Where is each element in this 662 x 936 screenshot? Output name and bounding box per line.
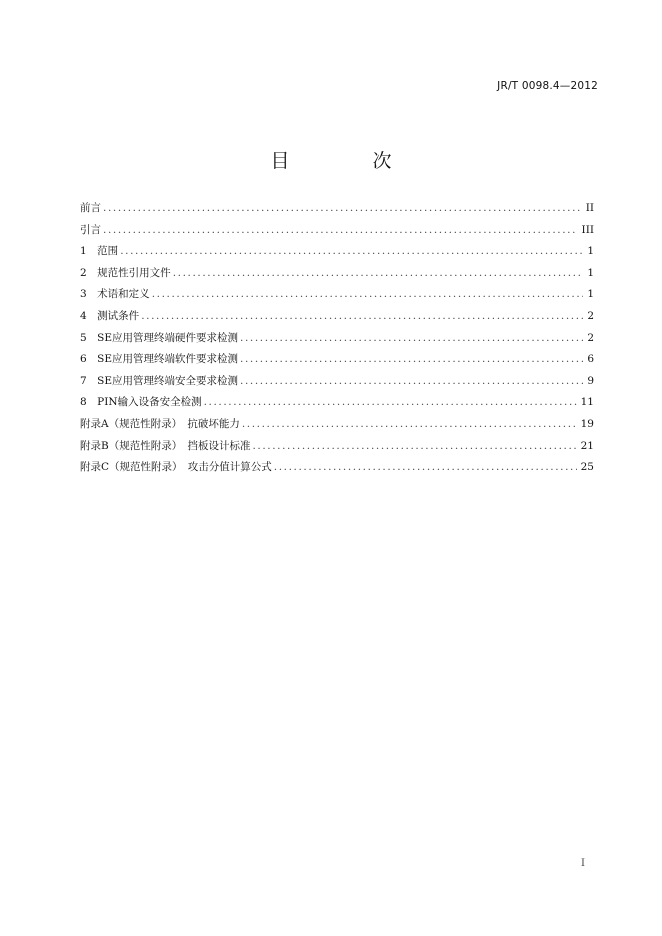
toc-entry-page: 1 [587, 266, 594, 279]
toc-entry-label: 前言 [80, 202, 101, 214]
toc-entry-page: 1 [587, 245, 594, 258]
toc-entry-page: 25 [580, 461, 594, 474]
toc-leader-dots [173, 267, 584, 279]
toc-leader-dots [240, 353, 583, 365]
toc-entry-annex-a[interactable] [80, 416, 594, 438]
toc-entry-normative-references[interactable] [80, 265, 594, 287]
toc-entry-label: 2 规范性引用文件 [80, 266, 171, 279]
toc-leader-dots [141, 310, 583, 322]
toc-entry-label: 附录B（规范性附录） 挡板设计标准 [80, 439, 251, 452]
toc-entry-page: 2 [587, 309, 594, 322]
toc-entry-page: 6 [587, 353, 594, 366]
toc-leader-dots [152, 288, 584, 300]
toc-entry-label: 1 范围 [80, 245, 119, 258]
toc-leader-dots [240, 375, 583, 387]
toc-entry-annex-c[interactable] [80, 459, 594, 481]
toc-entry-page: III [581, 223, 594, 236]
toc-entry-annex-b[interactable] [80, 438, 594, 460]
toc-entry-introduction[interactable] [80, 222, 594, 244]
toc-entry-test-conditions[interactable] [80, 308, 594, 330]
toc-entry-label: 3 术语和定义 [80, 288, 150, 301]
toc-leader-dots [252, 440, 576, 452]
toc-entry-page: 9 [587, 374, 594, 387]
toc-entry-label: 5 SE应用管理终端硬件要求检测 [80, 331, 239, 344]
toc-entry-security-tests[interactable] [80, 373, 594, 395]
toc-entry-label: 7 SE应用管理终端安全要求检测 [80, 374, 239, 387]
toc-entry-label: 附录C（规范性附录） 攻击分值计算公式 [80, 461, 272, 474]
toc-entry-page: II [585, 202, 594, 214]
toc-leader-dots [204, 396, 577, 408]
toc-entry-hardware-tests[interactable] [80, 330, 594, 352]
toc-entry-page: 2 [587, 331, 594, 344]
toc-entry-label: 引言 [80, 223, 101, 236]
page-title: 目 次 [270, 150, 424, 172]
toc-entry-terms-definitions[interactable] [80, 286, 594, 308]
standard-code: JR/T 0098.4—2012 [497, 80, 598, 92]
toc-entry-scope[interactable] [80, 243, 594, 265]
toc-leader-dots [103, 224, 578, 236]
toc-entry-page: 11 [580, 396, 594, 409]
toc-leader-dots [242, 418, 577, 430]
toc-leader-dots [120, 245, 583, 257]
toc-leader-dots [103, 202, 582, 214]
toc-entry-pin-device-tests[interactable] [80, 394, 594, 416]
toc-leader-dots [274, 461, 577, 473]
toc-entry-label: 附录A（规范性附录） 抗破坏能力 [80, 417, 240, 430]
toc-entry-label: 4 测试条件 [80, 309, 140, 322]
page-number: I [581, 858, 585, 869]
toc-entry-page: 1 [587, 288, 594, 301]
toc-leader-dots [240, 332, 583, 344]
toc-entry-label: 8 PIN输入设备安全检测 [80, 396, 202, 409]
toc-entry-page: 19 [580, 417, 594, 430]
toc-entry-page: 21 [580, 439, 594, 452]
toc-entry-label: 6 SE应用管理终端软件要求检测 [80, 353, 239, 366]
toc-entry-software-tests[interactable] [80, 351, 594, 373]
table-of-contents [80, 200, 594, 481]
toc-entry-foreword[interactable] [80, 200, 594, 222]
